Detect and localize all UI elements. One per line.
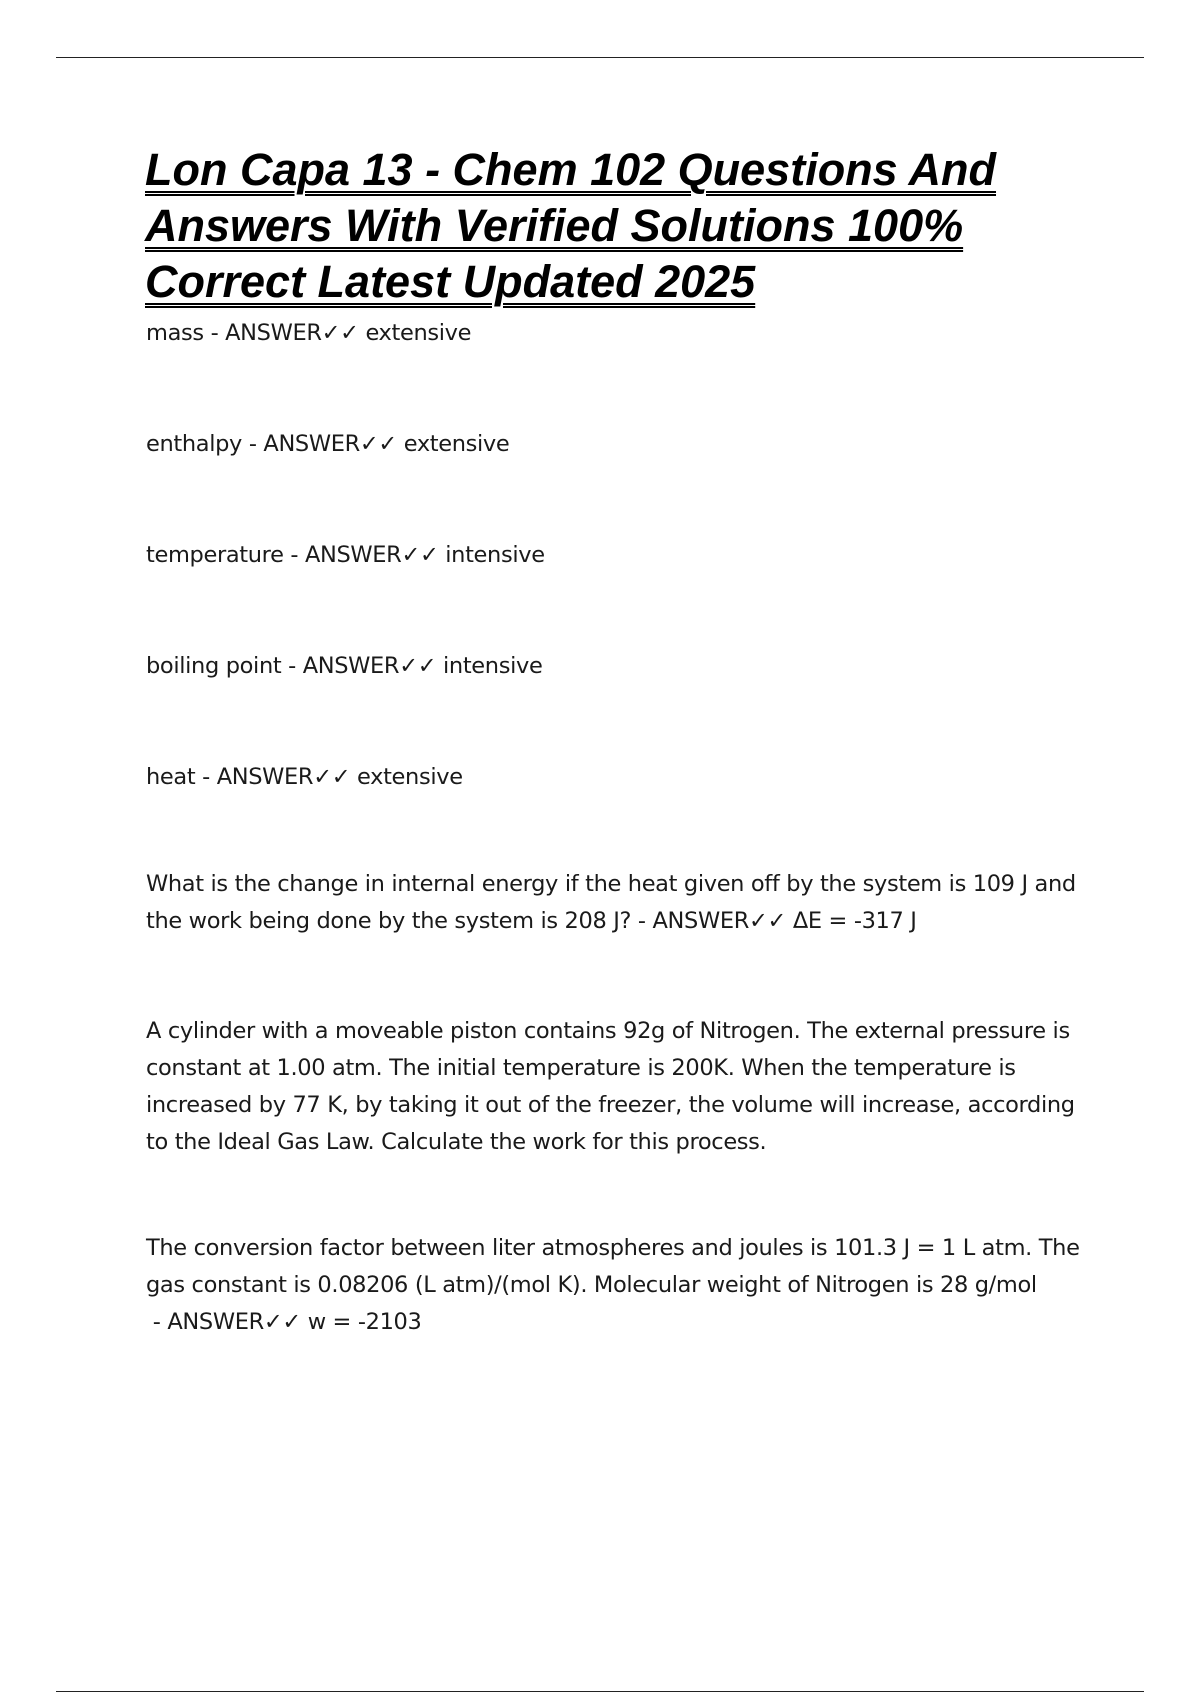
question-text: A cylinder with a moveable piston contains 92g of Nitrogen. The external pressure is constant at 1.00 atm. The initial temperature is 200K. When the temperature is increased by 77 K, by taking it out of the freezer, the volume will increase, according to the Ideal Gas Law. Calculate the work for this process.: [146, 1018, 1075, 1155]
qa-item-temperature: [146, 537, 1096, 574]
answer-marker: - ANSWER✓✓: [631, 908, 793, 934]
answer-text: intensive: [445, 542, 545, 568]
answer-text: ΔE = -317 J: [792, 908, 917, 934]
answer-marker: - ANSWER✓✓: [283, 542, 446, 568]
answer-text: extensive: [365, 320, 472, 346]
answer-marker: - ANSWER✓✓: [195, 764, 358, 790]
header-rule: [56, 57, 1144, 58]
qa-item-piston-problem: [146, 1013, 1096, 1161]
answer-marker: - ANSWER✓✓: [242, 431, 404, 457]
answer-marker: - ANSWER✓✓: [146, 1309, 308, 1335]
question-text: heat: [146, 764, 196, 790]
qa-item-heat: [146, 759, 1096, 796]
qa-item-internal-energy: [146, 866, 1096, 940]
answer-text: intensive: [443, 653, 543, 679]
qa-item-boiling-point: [146, 648, 1096, 685]
qa-item-conversion-factor: [146, 1230, 1096, 1341]
document-title: Lon Capa 13 - Chem 102 Questions And Answers With Verified Solutions 100% Correct Latest Updated 2025: [145, 144, 997, 307]
footer-rule: [56, 1691, 1144, 1692]
answer-text: extensive: [403, 431, 510, 457]
answer-marker: - ANSWER✓✓: [281, 653, 444, 679]
qa-item-enthalpy: [146, 426, 1096, 463]
question-text: The conversion factor between liter atmospheres and joules is 101.3 J = 1 L atm. The gas constant is 0.08206 (L atm)/(mol K). Molecular weight of Nitrogen is 28 g/mol: [146, 1235, 1080, 1298]
question-text: What is the change in internal energy if the heat given off by the system is 109 J and the work being done by the system is 208 J?: [146, 871, 1076, 934]
question-text: temperature: [146, 542, 284, 568]
question-text: enthalpy: [146, 431, 243, 457]
answer-text: w = -2103: [307, 1309, 422, 1335]
question-text: boiling point: [146, 653, 282, 679]
answer-marker: - ANSWER✓✓: [203, 320, 366, 346]
qa-item-mass: [146, 315, 1096, 352]
question-text: mass: [146, 320, 204, 346]
answer-text: extensive: [357, 764, 463, 790]
